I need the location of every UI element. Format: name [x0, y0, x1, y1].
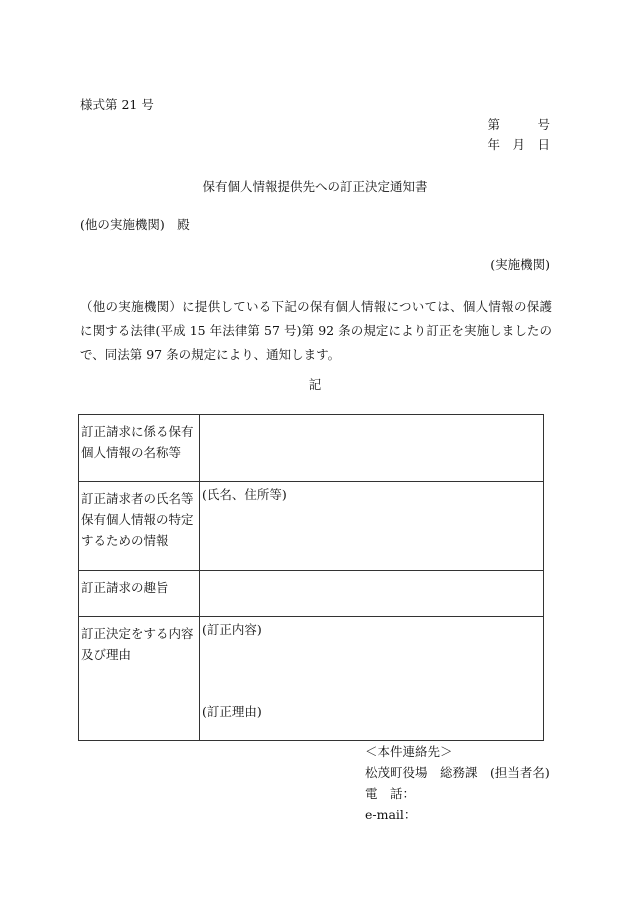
table-row — [79, 571, 544, 617]
contact-phone: 電 話： — [365, 786, 416, 801]
table-value-request-purpose — [200, 571, 544, 617]
body-paragraph: （他の実施機関）に提供している下記の保有個人情報については、個人情報の保護に関する法律(平成 15 年法律第 57 号)第 92 条の規定により訂正を実施しましたので、同法第 97 条の規定により、通知します。 — [80, 299, 552, 362]
table-row — [79, 617, 544, 741]
table-value-info-name — [200, 415, 544, 482]
correction-content-label: (訂正内容) — [202, 622, 262, 637]
document-title: 保有個人情報提供先への訂正決定通知書 — [202, 179, 428, 194]
addressee: (他の実施機関) 殿 — [80, 217, 190, 232]
table-label-info-name: 訂正請求に係る保有個人情報の名称等 — [79, 415, 200, 482]
contact-office: 松茂町役場 総務課 (担当者名) — [365, 765, 550, 780]
details-table — [78, 414, 544, 741]
table-label-request-purpose: 訂正請求の趣旨 — [79, 571, 200, 617]
table-label-requester-info: 訂正請求者の氏名等保有個人情報の特定するための情報 — [79, 482, 200, 571]
sender-organization: (実施機関) — [490, 257, 550, 272]
form-number: 様式第 21 号 — [80, 97, 154, 112]
contact-block — [365, 741, 550, 825]
correction-reason-label: (訂正理由) — [202, 704, 262, 719]
contact-email: e-mail： — [365, 807, 417, 822]
contact-heading: ＜本件連絡先＞ — [365, 744, 453, 759]
table-value-requester-info: (氏名、住所等) — [200, 482, 544, 571]
table-row — [79, 482, 544, 571]
table-value-decision — [200, 617, 544, 741]
document-number-label: 第 号 — [487, 117, 550, 132]
ki-heading: 記 — [308, 377, 322, 392]
date-label: 年 月 日 — [487, 137, 550, 152]
table-label-decision: 訂正決定をする内容及び理由 — [79, 617, 200, 741]
table-row — [79, 415, 544, 482]
